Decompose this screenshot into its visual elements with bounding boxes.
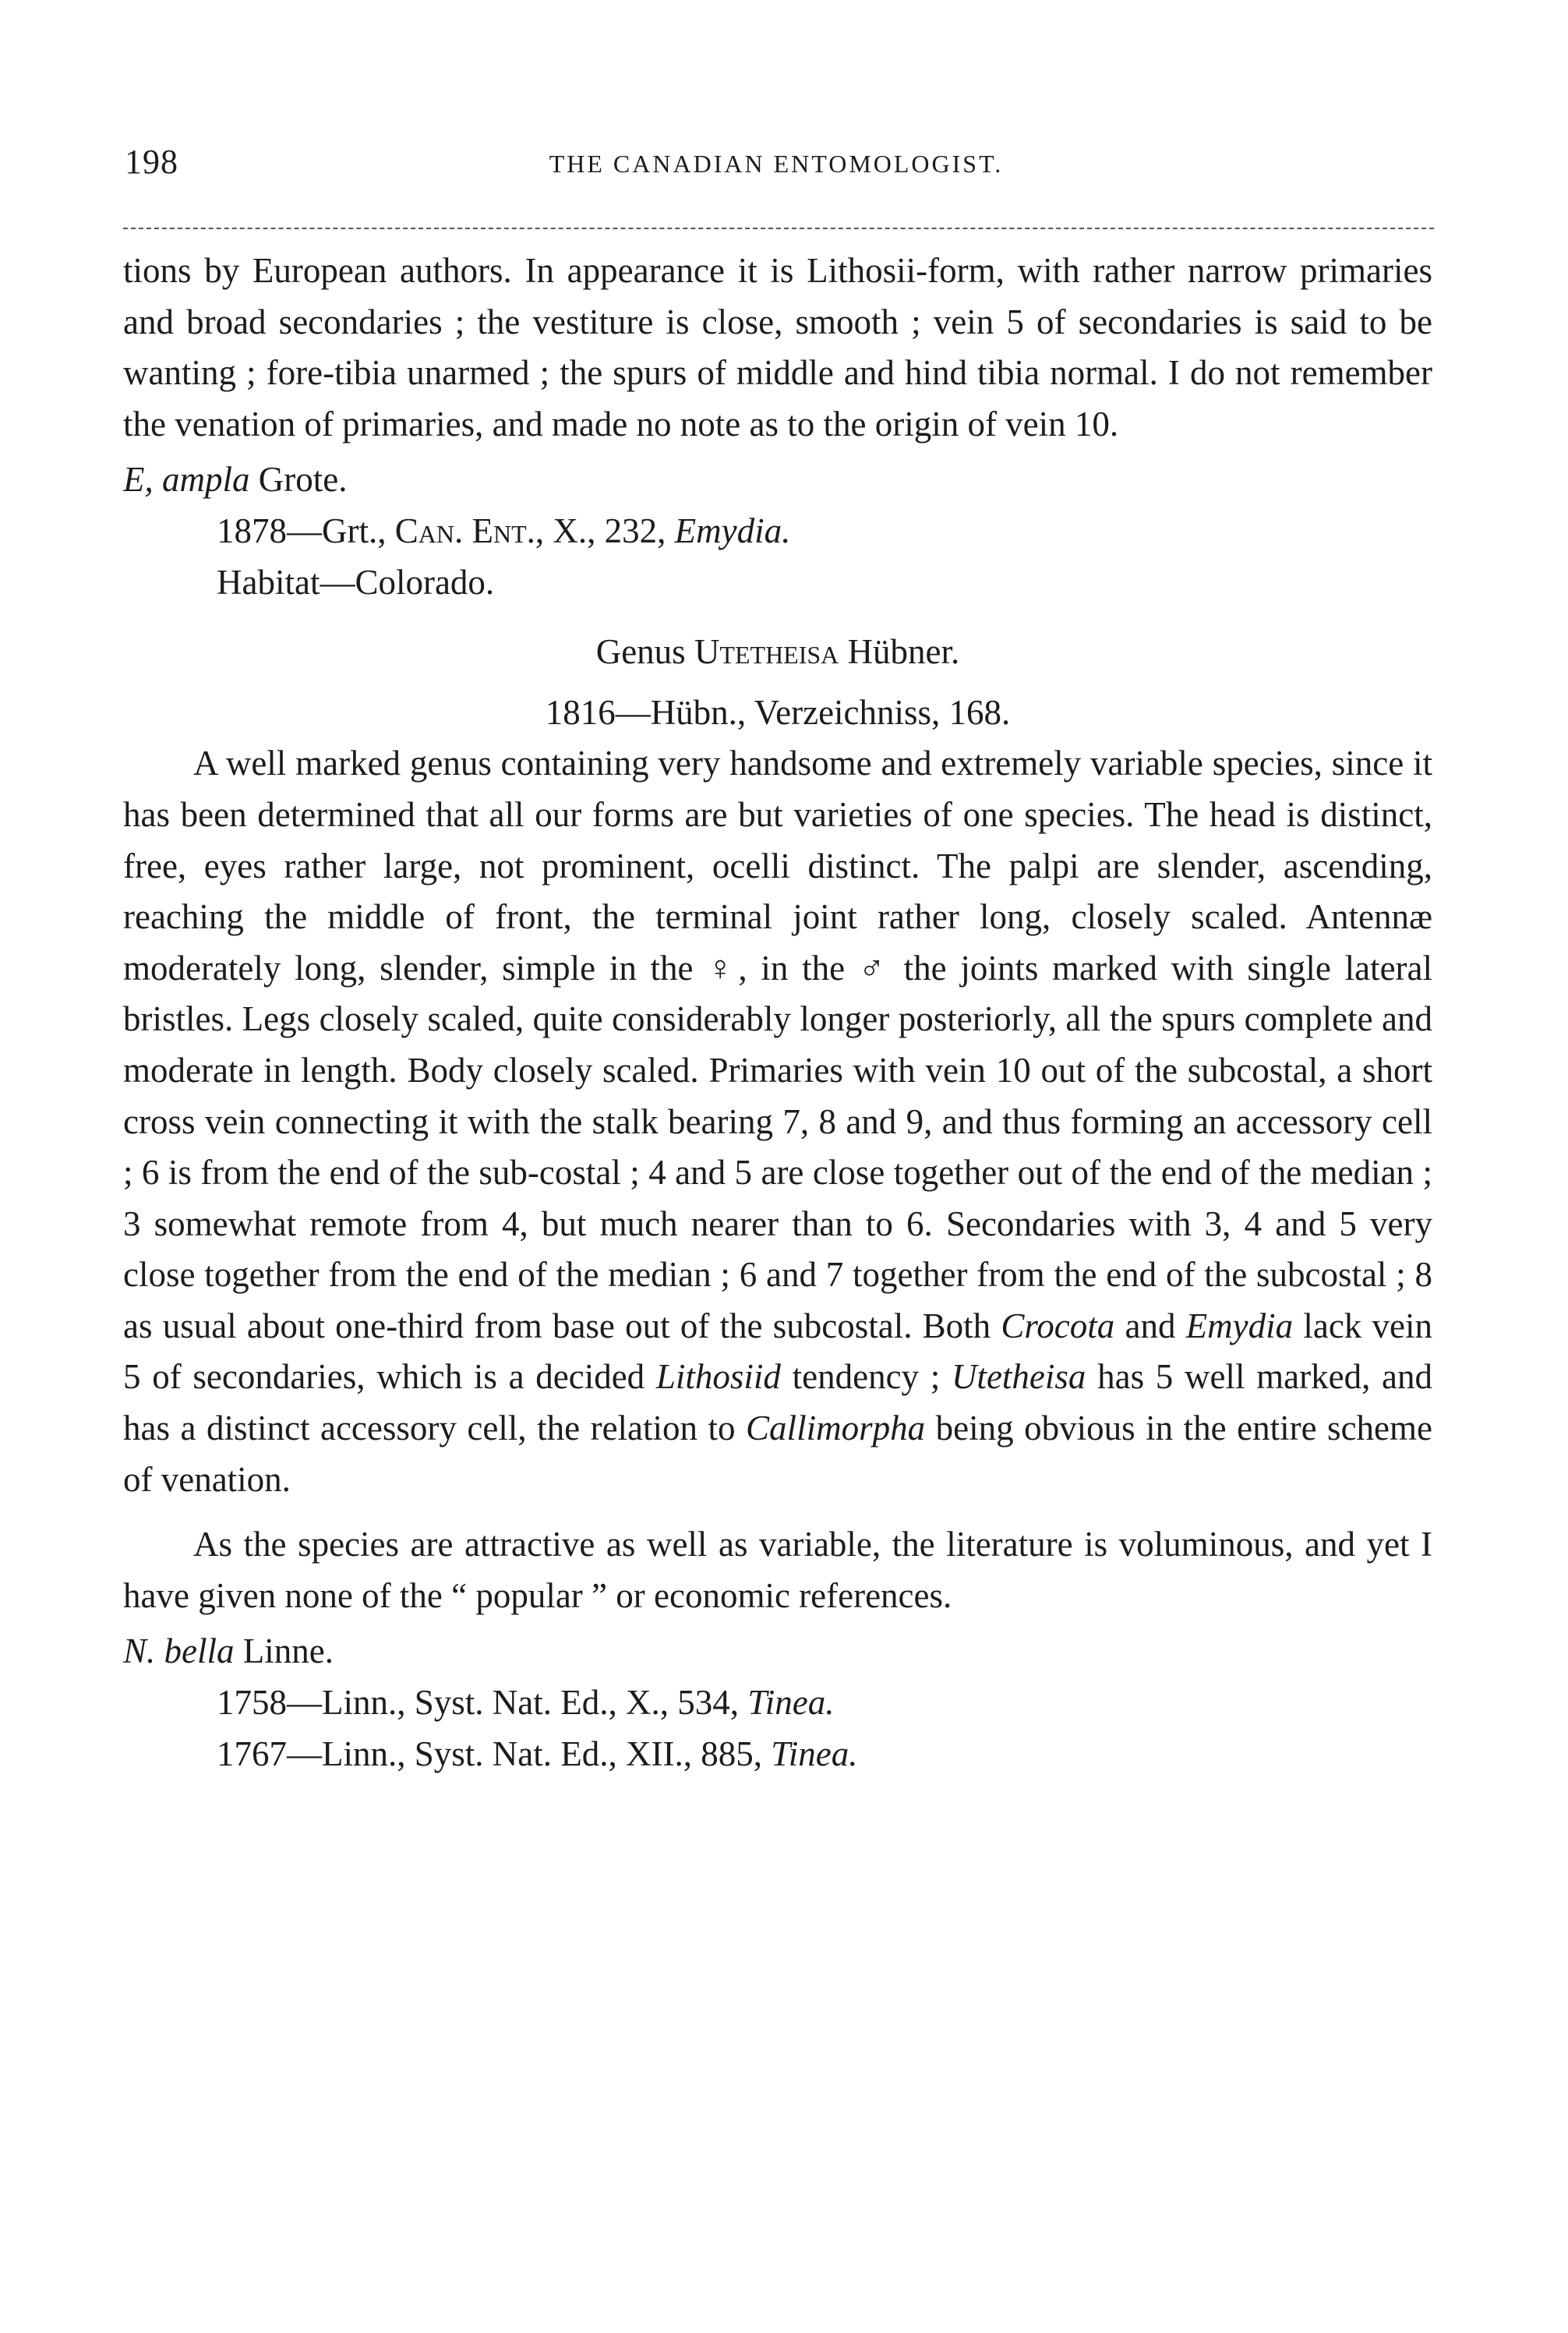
page-header (125, 142, 1428, 189)
genus-heading (123, 627, 1432, 678)
genus-ref-lithosiid: Lithosiid (655, 1357, 781, 1397)
genus-name: Utetheisa (694, 632, 839, 672)
description-text: has 5 well marked, and has a distinct accessory cell, the relation to (123, 1357, 1432, 1448)
citation-text: , X., 232, (535, 511, 675, 550)
citation-genus: Emydia. (674, 511, 791, 550)
genus-author: Hübner. (839, 632, 960, 672)
description-text: A well marked genus containing very handsome and extremely variable species, since it has been determined that all our forms are but varieties of one species. The head is distinct, free, eyes rather large, not prominent, ocelli distinct. The palpi are slender, ascending, reaching the middle of front, the terminal joint rather long, closely scaled. Antennæ moderately long, slender, simple in the ♀, in the ♂ the joints marked with single lateral bristles. Legs closely scaled, quite considerably longer posteriorly, all the spurs complete and moderate in length. Body closely scaled. Primaries with vein 10 out of the subcostal, a short cross vein connecting it with the stalk bearing 7, 8 and 9, and thus forming an accessory cell ; 6 is from the end of the sub-costal ; 4 and 5 are close together out of the end of the median ; 3 somewhat remote from 4, but much nearer than to 6. Secondaries with 3, 4 and 5 very close together from the end of the median ; 6 and 7 together from the end of the subcostal ; 8 as usual about one-third from base out of the subcostal. Both (123, 744, 1432, 1345)
citation-text: 1758—Linn., Syst. Nat. Ed., X., 534, (217, 1683, 748, 1723)
species-habitat: Habitat—Colorado. (217, 562, 495, 602)
genus-ref-callimorpha: Callimorpha (746, 1409, 926, 1448)
genus-description (123, 738, 1432, 1505)
citation-text: 1767—Linn., Syst. Nat. Ed., XII., 885, (217, 1734, 772, 1773)
genus-ref-emydia: Emydia (1185, 1306, 1294, 1345)
description-text: tendency ; (780, 1357, 952, 1397)
species-name: N. bella (123, 1631, 235, 1671)
description-text: being obvious in the entire scheme of venation. (123, 1409, 1432, 1499)
genus-label: Genus (595, 632, 694, 672)
citation-genus: Tinea. (747, 1683, 835, 1723)
species-name: E, ampla (123, 460, 250, 500)
species-entry-ampla (123, 454, 1432, 506)
description-text: lack vein 5 of secondaries, which is a decided (123, 1306, 1432, 1397)
genus-citation: 1816—Hübn., Verzeichniss, 168. (545, 692, 1011, 732)
species-citation (123, 1729, 1432, 1780)
literature-note: As the species are attractive as well as variable, the literature is voluminous, and yet I have given none of the “ popular ” or economic references. (123, 1525, 1432, 1615)
species-author: Grote. (249, 460, 348, 500)
running-title: THE CANADIAN ENTOMOLOGIST. (549, 150, 1004, 178)
species-citation (123, 1677, 1432, 1729)
species-citation (123, 506, 1432, 557)
species-author: Linne. (234, 1631, 334, 1671)
citation-journal: Can. Ent. (394, 511, 535, 550)
citation-text: 1878—Grt., (217, 511, 395, 550)
page-body (123, 246, 1432, 1780)
paragraph-continuation: tions by European authors. In appearance it is Lithosii-form, with rather narrow primaries and broad secondaries ; the vestiture is close, smooth ; vein 5 of secondaries is said to be wanting ; fore-tibia unarmed ; the spurs of middle and hind tibia normal. I do not remember the venation of primaries, and made no note as to the origin of vein 10. (123, 251, 1432, 444)
genus-ref-utetheisa: Utetheisa (951, 1357, 1086, 1397)
description-text: and (1114, 1306, 1186, 1345)
species-entry-bella (123, 1626, 1432, 1677)
header-rule (123, 228, 1434, 229)
page-number: 198 (125, 143, 178, 181)
genus-ref-crocota: Crocota (1001, 1306, 1115, 1345)
citation-genus: Tinea. (771, 1734, 858, 1773)
